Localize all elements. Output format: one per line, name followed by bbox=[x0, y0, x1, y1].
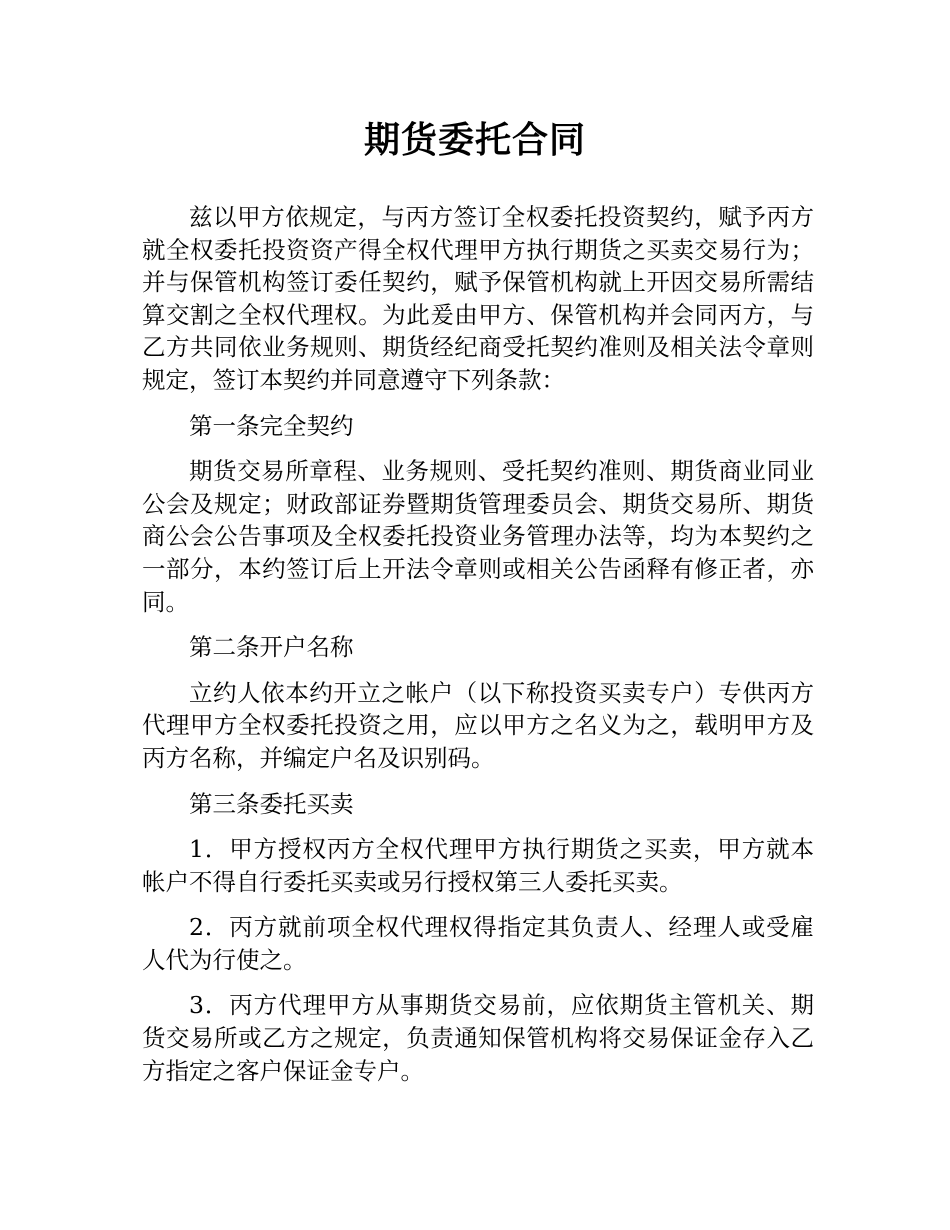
article-3-item-2: 2．丙方就前项全权代理权得指定其负责人、经理人或受雇人代为行使之。 bbox=[142, 913, 814, 974]
article-1-paragraph: 期货交易所章程、业务规则、受托契约准则、期货商业同业公会及规定；财政部证券暨期货管理委员会、期货交易所、期货商公会公告事项及全权委托投资业务管理办法等，均为本契约之一部分，本约签订后上开法令章则或相关公告函释有修正者，亦同。 bbox=[142, 457, 814, 616]
article-3-heading: 第三条委托买卖 bbox=[189, 789, 354, 818]
article-3-item-1: 1．甲方授权丙方全权代理甲方执行期货之买卖，甲方就本帐户不得自行委托买卖或另行授权第三人委托买卖。 bbox=[142, 835, 814, 896]
article-2-heading: 第二条开户名称 bbox=[189, 633, 354, 662]
document-title: 期货委托合同 bbox=[363, 120, 586, 161]
article-2-paragraph: 立约人依本约开立之帐户（以下称投资买卖专户）专供丙方代理甲方全权委托投资之用，应以甲方之名义为之，载明甲方及丙方名称，并编定户名及识别码。 bbox=[142, 678, 814, 772]
preamble-paragraph: 兹以甲方依规定，与丙方签订全权委托投资契约，赋予丙方就全权委托投资资产得全权代理甲方执行期货之买卖交易行为；并与保管机构签订委任契约，赋予保管机构就上开因交易所需结算交割之全权代理权。为此爰由甲方、保管机构并会同丙方，与乙方共同依业务规则、期货经纪商受托契约准则及相关法令章则规定，签订本契约并同意遵守下列条款： bbox=[142, 203, 814, 394]
document-body bbox=[142, 201, 814, 1100]
article-3-item-3: 3．丙方代理甲方从事期货交易前，应依期货主管机关、期货交易所或乙方之规定，负责通知保管机构将交易保证金存入乙方指定之客户保证金专户。 bbox=[142, 991, 814, 1085]
article-1-heading: 第一条完全契约 bbox=[189, 411, 354, 440]
